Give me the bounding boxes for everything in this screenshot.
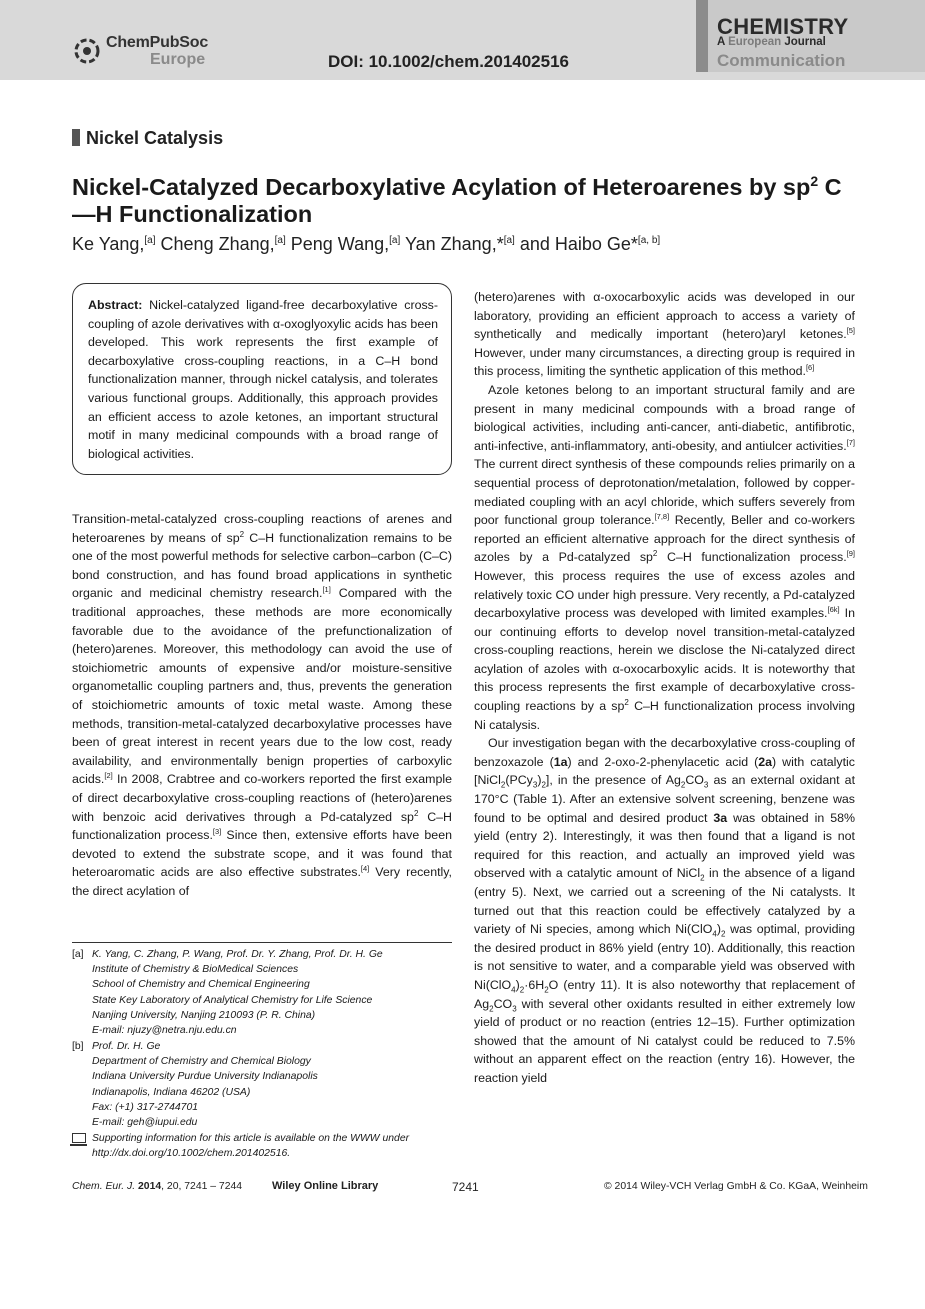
affiliation-b [72,1039,452,1130]
logo-line-2: Europe [150,51,206,68]
paragraph: Transition-metal-catalyzed cross-coupling reactions of arenes and heteroarenes by means of $sp^2$ C–H functionalization remains to be one of the most powerful methods for selective carbon–carbon (C–C) bond construction, and has found broad applications in synthetic organic and medicinal chemistry research.[1] Compared with the traditional approaches, these methods are more economically favorable due to the avoidance of the prefunctionalization of (hetero)arenes. Moreover, this methodology can avoid the use of stoichiometric amounts of expensive and/or moisture-sensitive organometallic coupling partners and, thus, prevents the generation of stoichiometric amounts of toxic metal waste. Among these methods, transition-metal-catalyzed decarboxylative processes have been of great interest in recent years due to the low cost, ready availability, and environmentally benign properties of carboxylic acids.[2] In 2008, Crabtree and co-workers reported the first example of direct decarboxylative cross-coupling reactions of (hetero)arenes with benzoic acid derivatives through a Pd-catalyzed $sp^2$ C–H functionalization process.[3] Since then, extensive efforts have been devoted to extend the substrate scope, and it was found that heteroaromatic acids are also effective substrates.[4] Very recently, the direct acylation of [72,512,452,898]
article-title: Nickel-Catalyzed Decarboxylative Acylation of Heteroarenes by $sp^2$ C—H Functionalization [72,173,842,227]
body-column-left [72,510,452,900]
affiliation-tag: [b] [72,1041,84,1052]
reference[interactable]: [1] [322,585,331,595]
paragraph: Our investigation began with the decarboxylative cross-coupling of benzoxazole (1a) and 2-oxo-2-phenylacetic acid (2a) with catalytic $[NiCl_2(PCy_3)_2]$, in the presence of $Ag_2CO_3$ as an external oxidant at 170°C (Table 1). After an extensive solvent screening, benzene was found to be optimal and desired product 3a was obtained in 58% yield (entry 2). Interestingly, it was then found that a ligand is not required for this reaction, and actually an improved yield was observed with a catalytic amount of NiCl$_2$ in the absence of a ligand (entry 5). Next, we carried out a screening of the Ni catalysts. It turned out that this reaction could be effectively catalyzed by a variety of Ni species, among which $Ni(ClO_4)_2$ was optimal, providing the desired product in 86% yield (entry 10). Additionally, this reaction is not sensitive to water, and a comparable yield was observed with $Ni(ClO_4)_2\cdot 6H_2O$ (entry 11). It is also noteworthy that replacement of $Ag_2CO_3$ with several other oxidants resulted in either extremely low yield of product or no reaction (entries 12–15). Further optimization showed that the amount of Ni catalyst could be reduced to 7.5% without an apparent effect on the reaction (entry 16). However, the reaction yield [474,736,856,1085]
reference[interactable]: [2] [104,771,113,781]
abstract-box [72,283,452,475]
reference[interactable]: [3] [212,826,222,836]
footnote-divider [72,942,452,943]
abstract-text: Nickel-catalyzed ligand-free decarboxylative cross-coupling of azole derivatives with α-oxoglyoxylic acids has been developed. This work represents the first example of decarboxylative cross-coupling reactions, in a C–H bond functionalization manner, through nickel catalysis, and tolerates various functional groups. Additionally, this approach provides an efficient access to azole ketones, an important structural motif in many medicinal compounds with a broad range of biological activities. [88,298,438,461]
copyright: © 2014 Wiley-VCH Verlag GmbH & Co. KGaA, Weinheim [604,1181,868,1192]
reference[interactable]: [6] [805,363,815,373]
section-bar [72,129,80,146]
abstract-label: Abstract: [88,298,143,312]
paragraph: (hetero)arenes with α-oxocarboxylic acids was developed in our laboratory, providing an efficient approach to access a variety of synthetically and medically important (hetero)aryl ketones.[5] However, under many circumstances, a directing group is required in this process, limiting the synthetic application of this method.[6] [474,290,855,379]
supporting-info-note [72,1131,452,1161]
reference[interactable]: [7,8] [654,512,670,521]
section-label: Nickel Catalysis [72,128,223,149]
journal-banner-bar [696,0,708,72]
reference[interactable]: [5] [846,326,855,336]
affiliation-names: Prof. Dr. H. Ge [92,1041,161,1052]
affiliation-line: Indianapolis, Indiana 46202 (USA) [92,1086,251,1098]
compound-ref: 1a [553,754,568,769]
reference[interactable]: [7] [846,437,855,447]
affiliation-a [72,947,452,1038]
affiliation-line: State Key Laboratory of Analytical Chemistry for Life Science [92,994,373,1006]
supporting-info-link[interactable]: http://dx.doi.org/10.1002/chem.201402516. [92,1148,291,1160]
affiliation-line: Fax: (+1) 317-2744701 [92,1101,198,1113]
affiliation-line: Indiana University Purdue University Indianapolis [92,1071,318,1083]
footer-citation: Chem. Eur. J. 2014, 20, 7241 – 7244 [72,1181,243,1192]
author-list: Ke Yang,[a] Cheng Zhang,[a] Peng Wang,[a] Yan Zhang,*[a] and Haibo Ge*[a, b] [72,234,661,254]
affiliation-line: Nanjing University, Nanjing 210093 (P. R. China) [92,1009,316,1021]
affiliation-names: K. Yang, C. Zhang, P. Wang, Prof. Dr. Y. Zhang, Prof. Dr. H. Ge [92,949,383,960]
wiley-online-library-link[interactable]: Wiley Online Library [272,1180,379,1192]
compound-ref: 3a [713,810,728,825]
chempubsoc-logo-icon [72,36,102,66]
body-column-right [474,288,855,1088]
computer-icon [72,1133,86,1143]
journal-name: CHEMISTRY [717,14,849,39]
logo-line-1: ChemPubSoc [106,34,209,51]
page-number: 7241 [452,1180,479,1194]
reference[interactable]: [9] [846,549,855,559]
article-type: Communication [717,51,846,70]
reference[interactable]: [4] [360,864,370,874]
affiliation-email[interactable]: E-mail: geh@iupui.edu [92,1117,198,1129]
compound-ref: 2a [758,754,773,769]
journal-subtitle: A European Journal [717,36,826,48]
paragraph: Azole ketones belong to an important structural family and are present in many medicinal compounds with a broad range of biological activities, including anti-cancer, anti-diabetic, antifibrotic, anti-infective, anti-inflammatory, anti-obesity, and antiulcer activities.[7] The current direct synthesis of these compounds relies primarily on a sequential process of deprotonation/metalation, followed by copper-mediated coupling with an acyl chloride, which suffers severely from poor functional group tolerance.[7,8] Recently, Beller and co-workers reported an efficient alternative approach for the direct synthesis of azoles by a Pd-catalyzed $sp^2$ C–H functionalization process.[9] However, this process requires the use of excess azoles and relatively toxic CO under high pressure. Very recently, a Pd-catalyzed decarboxylative process was developed with limited examples.[6k] In our continuing efforts to develop novel transition-metal-catalyzed cross-coupling reactions, herein we disclose the Ni-catalyzed direct acylation of azoles with α-oxocarboxylic acids. It is noteworthy that this process represents the first example of decarboxylative cross-coupling reactions by a $sp^2$ C–H functionalization process involving Ni catalysis. [474,382,856,732]
supporting-info-text: Supporting information for this article is available on the WWW under [92,1133,410,1144]
reference[interactable]: [6k] [827,604,840,614]
affiliation-tag: [a] [72,949,84,960]
affiliation-line: School of Chemistry and Chemical Engineering [92,979,310,991]
doi[interactable]: DOI: 10.1002/chem.201402516 [328,52,570,71]
affiliation-email[interactable]: E-mail: njuzy@netra.nju.edu.cn [92,1025,237,1037]
affiliation-line: Department of Chemistry and Chemical Biology [92,1056,311,1068]
affiliation-line: Institute of Chemistry & BioMedical Sciences [92,964,299,976]
